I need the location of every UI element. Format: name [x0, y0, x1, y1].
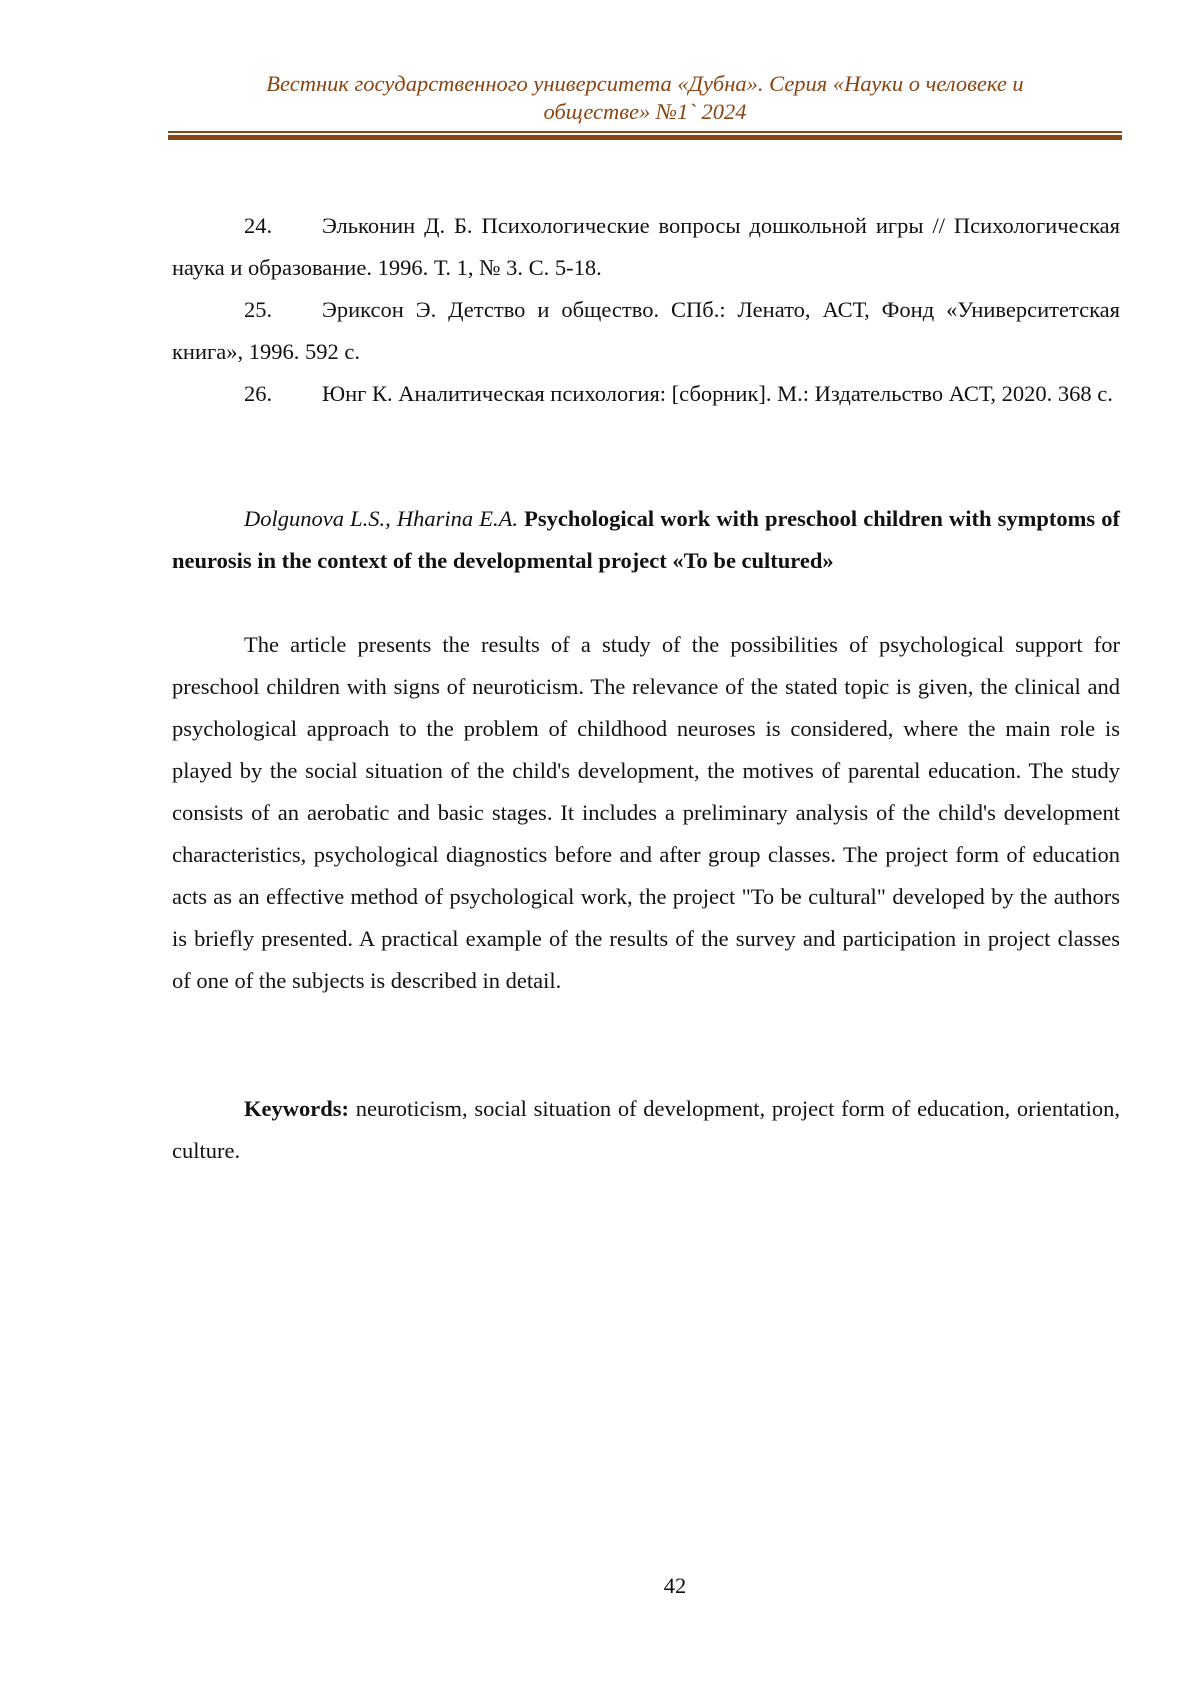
- reference-number: 25.: [244, 289, 322, 331]
- reference-text: Эльконин Д. Б. Психологические вопросы дошкольной игры // Психологическая наука и образование. 1996. Т. 1, № 3. С. 5-18.: [172, 213, 1120, 280]
- reference-item: [172, 373, 1120, 415]
- reference-item: [172, 289, 1120, 373]
- reference-text: Юнг К. Аналитическая психология: [сборник]. М.: Издательство АСТ, 2020. 368 с.: [322, 381, 1113, 406]
- keywords-text: neuroticism, social situation of development, project form of education, orientation, culture.: [172, 1096, 1120, 1163]
- keywords-label: Keywords:: [244, 1096, 349, 1121]
- article-authors: Dolgunova L.S., Hharina E.A.: [244, 506, 518, 531]
- reference-text: Эриксон Э. Детство и общество. СПб.: Ленато, АСТ, Фонд «Университетская книга», 1996. 592 с.: [172, 297, 1120, 364]
- journal-header-line-1: Вестник государственного университета «Дубна». Серия «Науки о человеке и: [168, 70, 1122, 98]
- journal-header: [168, 70, 1122, 126]
- english-article-heading: [172, 498, 1120, 582]
- header-divider-thin: [168, 131, 1122, 133]
- page-number: 42: [0, 1573, 1200, 1599]
- article-abstract: The article presents the results of a study of the possibilities of psychological support for preschool children with signs of neuroticism. The relevance of the stated topic is given, the clinical and psychological approach to the problem of childhood neuroses is considered, where the main role is played by the social situation of the child's development, the motives of parental education. The study consists of an aerobatic and basic stages. It includes a preliminary analysis of the child's development characteristics, psychological diagnostics before and after group classes. The project form of education acts as an effective method of psychological work, the project "To be cultural" developed by the authors is briefly presented. A practical example of the results of the survey and participation in project classes of one of the subjects is described in detail.: [172, 624, 1120, 1002]
- article-title: Psychological work with preschool children with symptoms of neurosis in the context of the developmental project «To be cultured»: [172, 506, 1120, 573]
- reference-number: 24.: [244, 205, 322, 247]
- header-divider-thick: [168, 135, 1122, 140]
- journal-header-line-2: обществе» №1` 2024: [168, 98, 1122, 126]
- reference-list: [172, 205, 1120, 415]
- reference-number: 26.: [244, 373, 322, 415]
- reference-item: [172, 205, 1120, 289]
- article-keywords: [172, 1088, 1120, 1172]
